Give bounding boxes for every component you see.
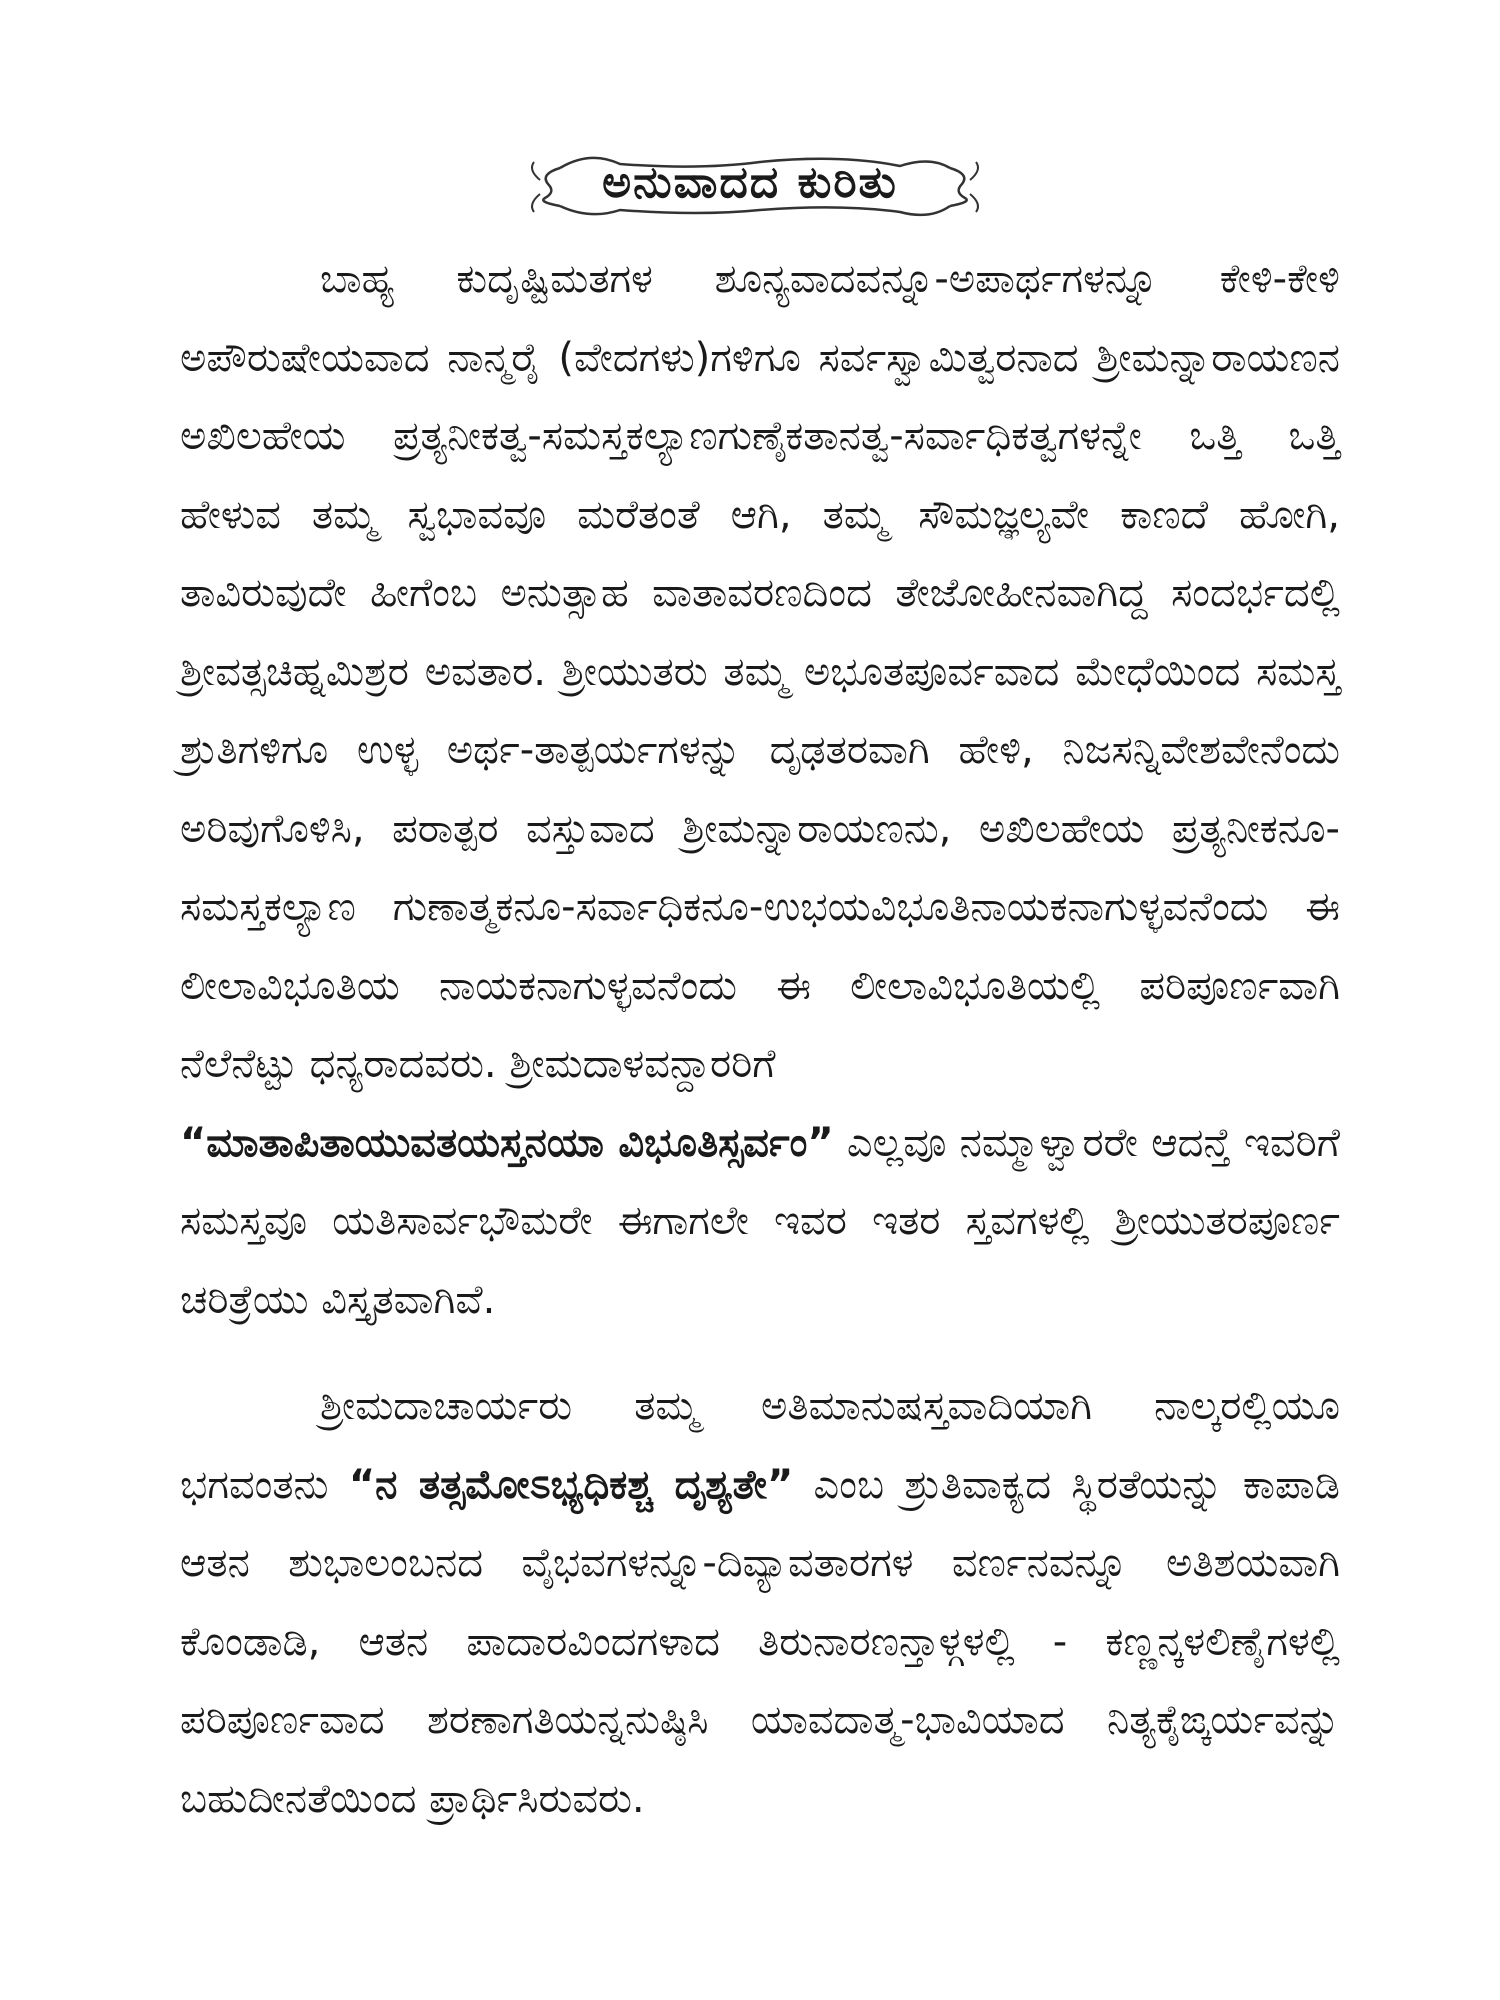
paragraph-2 — [180, 1367, 1340, 1838]
body-text — [180, 240, 1340, 1838]
paragraph-1-text-b: ಎಲ್ಲವೂ ನಮ್ಮಾಳ್ವಾರರೇ ಆದನ್ತೆ ಇವರಿಗೆ ಸಮಸ್ತವೂ ಯತಿಸಾರ್ವಭೌಮರೇ ಈಗಾಗಲೇ ಇವರ ಇತರ ಸ್ತವಗಳಲ್ಲಿ ಶ್ರೀಯುತರಪೂರ್ಣ ಚರಿತ್ರೆಯು ವಿಸ್ತೃತವಾಗಿವೆ. — [180, 1119, 1340, 1323]
paragraph-2-text-a: ಶ್ರೀಮದಾಚಾರ್ಯರು ತಮ್ಮ ಅತಿಮಾನುಷಸ್ತವಾದಿಯಾಗಿ ನಾಲ್ಕರಲ್ಲಿಯೂ ಭಗವಂತನು — [180, 1383, 1340, 1508]
heading-block — [0, 140, 1500, 230]
paragraph-2-quote: “ನ ತತ್ಸಮೋಽಭ್ಯಧಿಕಶ್ಚ ದೃಶ್ಯತೇ” — [348, 1461, 794, 1508]
paragraph-1-quote: “ಮಾತಾಪಿತಾಯುವತಯಸ್ತನಯಾ ವಿಭೂತಿಸ್ಸರ್ವಂ” — [180, 1119, 834, 1166]
page-title: ಅನುವಾದದ ಕುರಿತು — [602, 157, 898, 208]
paragraph-1 — [180, 240, 1340, 1339]
paragraph-1-text-a: ಬಾಹ್ಯ ಕುದೃಷ್ಟಿಮತಗಳ ಶೂನ್ಯವಾದವನ್ನೂ-ಅಪಾರ್ಥಗಳನ್ನೂ ಕೇಳಿ-ಕೇಳಿ ಅಪೌರುಷೇಯವಾದ ನಾನ್ಮರೈ (ವೇದಗಳು)ಗಳಿಗೂ ಸರ್ವಸ್ವಾಮಿತ್ವರನಾದ ಶ್ರೀಮನ್ನಾರಾಯಣನ ಅಖಿಲಹೇಯ ಪ್ರತ್ಯನೀಕತ್ವ-ಸಮಸ್ತಕಲ್ಯಾಣಗುಣೈಕತಾನತ್ವ-ಸರ್ವಾಧಿಕತ್ವಗಳನ್ನೇ ಒತ್ತಿ ಒತ್ತಿ ಹೇಳುವ ತಮ್ಮ ಸ್ವಭಾವವೂ ಮರೆತಂತೆ ಆಗಿ, ತಮ್ಮ ಸೌಮಜ್ಞಲ್ಯವೇ ಕಾಣದೆ ಹೋಗಿ, ತಾವಿರುವುದೇ ಹೀಗೆಂಬ ಅನುತ್ಸಾಹ ವಾತಾವರಣದಿಂದ ತೇಜೋಹೀನವಾಗಿದ್ದ ಸಂದರ್ಭದಲ್ಲಿ ಶ್ರೀವತ್ಸಚಿಹ್ನಮಿಶ್ರರ ಅವತಾರ. ಶ್ರೀಯುತರು ತಮ್ಮ ಅಭೂತಪೂರ್ವವಾದ ಮೇಧೆಯಿಂದ ಸಮಸ್ತ ಶ್ರುತಿಗಳಿಗೂ ಉಳ್ಳ ಅರ್ಥ-ತಾತ್ಪರ್ಯಗಳನ್ನು ದೃಢತರವಾಗಿ ಹೇಳಿ, ನಿಜಸನ್ನಿವೇಶವೇನೆಂದು ಅರಿವುಗೊಳಿಸಿ, ಪರಾತ್ಪರ ವಸ್ತುವಾದ ಶ್ರೀಮನ್ನಾರಾಯಣನು, ಅಖಿಲಹೇಯ ಪ್ರತ್ಯನೀಕನೂ-ಸಮಸ್ತಕಲ್ಯಾಣ ಗುಣಾತ್ಮಕನೂ-ಸರ್ವಾಧಿಕನೂ-ಉಭಯವಿಭೂತಿನಾಯಕನಾಗುಳ್ಳವನೆಂದು ಈ ಲೀಲಾವಿಭೂತಿಯ ನಾಯಕನಾಗುಳ್ಳವನೆಂದು ಈ ಲೀಲಾವಿಭೂತಿಯಲ್ಲಿ ಪರಿಪೂರ್ಣವಾಗಿ ನೆಲೆನೆಟ್ಟು ಧನ್ಯರಾದವರು. ಶ್ರೀಮದಾಳವನ್ದಾರರಿಗೆ — [180, 256, 1340, 1087]
paragraph-2-text-b: ಎಂಬ ಶ್ರುತಿವಾಕ್ಯದ ಸ್ಥಿರತೆಯನ್ನು ಕಾಪಾಡಿ ಆತನ ಶುಭಾಲಂಬನದ ವೈಭವಗಳನ್ನೂ-ದಿವ್ಯಾವತಾರಗಳ ವರ್ಣನವನ್ನೂ ಅತಿಶಯವಾಗಿ ಕೊಂಡಾಡಿ, ಆತನ ಪಾದಾರವಿಂದಗಳಾದ ತಿರುನಾರಣನ್ತಾಳ್ಗಳಲ್ಲಿ - ಕಣ್ಣನ್ಕಳಲಿಣೈಗಳಲ್ಲಿ ಪರಿಪೂರ್ಣವಾದ ಶರಣಾಗತಿಯನ್ನನುಷ್ಠಿಸಿ ಯಾವದಾತ್ಮ-ಭಾವಿಯಾದ ನಿತ್ಯಕೈಙ್ಕರ್ಯವನ್ನು ಬಹುದೀನತೆಯಿಂದ ಪ್ರಾರ್ಥಿಸಿರುವರು. — [180, 1461, 1340, 1822]
